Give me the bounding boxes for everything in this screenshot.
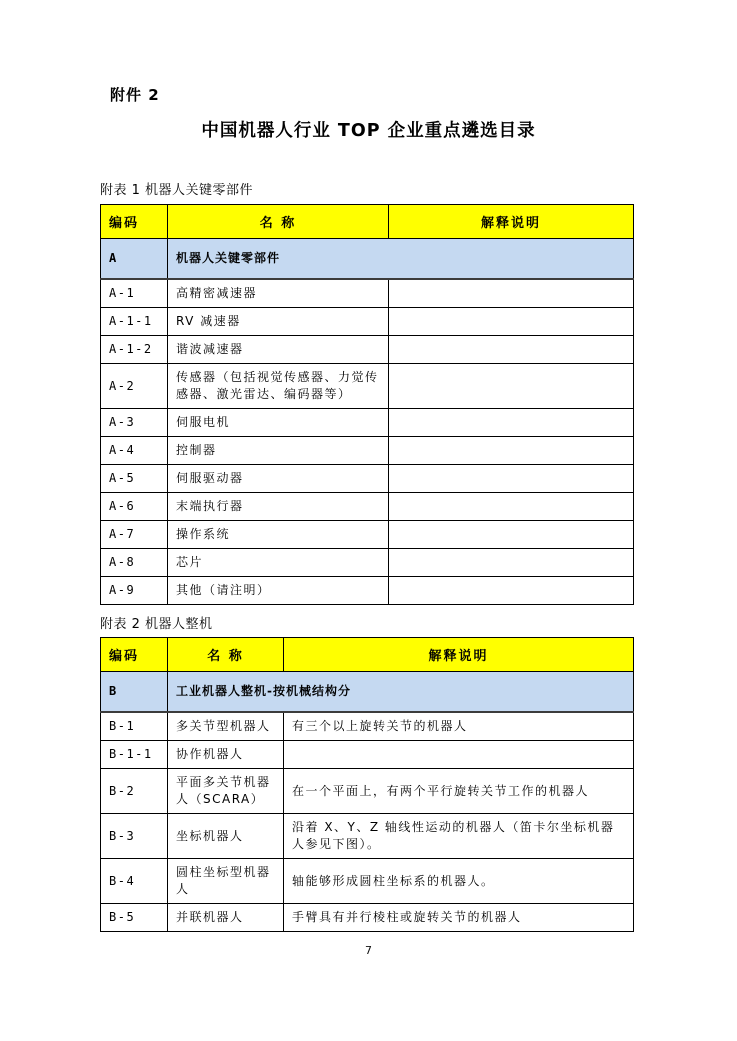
table-complete-robots — [100, 637, 634, 932]
desc-cell — [389, 465, 634, 493]
section-name-cell: 机器人关键零部件 — [168, 239, 634, 280]
code-cell: A-4 — [101, 437, 168, 465]
name-cell: 高精密减速器 — [168, 279, 389, 308]
column-header-code: 编码 — [101, 205, 168, 239]
code-cell: A-7 — [101, 521, 168, 549]
table-row — [101, 712, 634, 741]
code-cell: B-5 — [101, 904, 168, 932]
code-cell: A-3 — [101, 409, 168, 437]
desc-cell — [389, 437, 634, 465]
table-row — [101, 493, 634, 521]
name-cell: 传感器（包括视觉传感器、力觉传感器、激光雷达、编码器等） — [168, 364, 389, 409]
desc-cell: 手臂具有并行棱柱或旋转关节的机器人 — [284, 904, 634, 932]
column-header-code: 编码 — [101, 638, 168, 672]
table-row — [101, 577, 634, 605]
section-name-cell: 工业机器人整机-按机械结构分 — [168, 672, 634, 713]
section-code-cell: A — [101, 239, 168, 280]
section-row — [101, 239, 634, 280]
table-header-row — [101, 638, 634, 672]
code-cell: A-8 — [101, 549, 168, 577]
column-header-description: 解释说明 — [284, 638, 634, 672]
table-key-components — [100, 204, 634, 605]
desc-cell: 轴能够形成圆柱坐标系的机器人。 — [284, 859, 634, 904]
name-cell: RV 减速器 — [168, 308, 389, 336]
name-cell: 并联机器人 — [168, 904, 284, 932]
page-title: 中国机器人行业 TOP 企业重点遴选目录 — [201, 121, 536, 141]
table-row — [101, 549, 634, 577]
desc-cell — [389, 336, 634, 364]
desc-cell — [389, 308, 634, 336]
desc-cell: 在一个平面上，有两个平行旋转关节工作的机器人 — [284, 769, 634, 814]
table-row — [101, 364, 634, 409]
table-row — [101, 279, 634, 308]
name-cell: 圆柱坐标型机器人 — [168, 859, 284, 904]
code-cell: A-1 — [101, 279, 168, 308]
desc-cell — [389, 409, 634, 437]
column-header-name: 名 称 — [168, 205, 389, 239]
table-row — [101, 437, 634, 465]
section-code-cell: B — [101, 672, 168, 713]
code-cell: B-2 — [101, 769, 168, 814]
table-row — [101, 769, 634, 814]
page-number: 7 — [365, 944, 372, 957]
column-header-description: 解释说明 — [389, 205, 634, 239]
code-cell: A-1-1 — [101, 308, 168, 336]
code-cell: B-1-1 — [101, 741, 168, 769]
name-cell: 其他（请注明） — [168, 577, 389, 605]
code-cell: A-5 — [101, 465, 168, 493]
name-cell: 坐标机器人 — [168, 814, 284, 859]
table-row — [101, 465, 634, 493]
table-row — [101, 308, 634, 336]
table1-caption: 附表 1 机器人关键零部件 — [100, 183, 254, 198]
code-cell: A-1-2 — [101, 336, 168, 364]
desc-cell — [389, 549, 634, 577]
code-cell: A-9 — [101, 577, 168, 605]
table-row — [101, 814, 634, 859]
name-cell: 谐波减速器 — [168, 336, 389, 364]
table-row — [101, 521, 634, 549]
code-cell: B-1 — [101, 712, 168, 741]
code-cell: B-4 — [101, 859, 168, 904]
desc-cell — [389, 364, 634, 409]
name-cell: 伺服电机 — [168, 409, 389, 437]
code-cell: A-2 — [101, 364, 168, 409]
section-row — [101, 672, 634, 713]
name-cell: 平面多关节机器人（SCARA） — [168, 769, 284, 814]
name-cell: 芯片 — [168, 549, 389, 577]
table-row — [101, 409, 634, 437]
table-row — [101, 904, 634, 932]
desc-cell — [389, 493, 634, 521]
desc-cell — [389, 279, 634, 308]
name-cell: 操作系统 — [168, 521, 389, 549]
desc-cell — [284, 741, 634, 769]
table-row — [101, 859, 634, 904]
attachment-label: 附件 2 — [110, 86, 160, 104]
desc-cell — [389, 577, 634, 605]
desc-cell: 有三个以上旋转关节的机器人 — [284, 712, 634, 741]
table-row — [101, 741, 634, 769]
code-cell: A-6 — [101, 493, 168, 521]
name-cell: 末端执行器 — [168, 493, 389, 521]
table-header-row — [101, 205, 634, 239]
column-header-name: 名 称 — [168, 638, 284, 672]
name-cell: 控制器 — [168, 437, 389, 465]
name-cell: 协作机器人 — [168, 741, 284, 769]
name-cell: 伺服驱动器 — [168, 465, 389, 493]
table-row — [101, 336, 634, 364]
desc-cell: 沿着 X、Y、Z 轴线性运动的机器人（笛卡尔坐标机器人参见下图）。 — [284, 814, 634, 859]
table2-caption: 附表 2 机器人整机 — [100, 617, 213, 632]
desc-cell — [389, 521, 634, 549]
code-cell: B-3 — [101, 814, 168, 859]
name-cell: 多关节型机器人 — [168, 712, 284, 741]
